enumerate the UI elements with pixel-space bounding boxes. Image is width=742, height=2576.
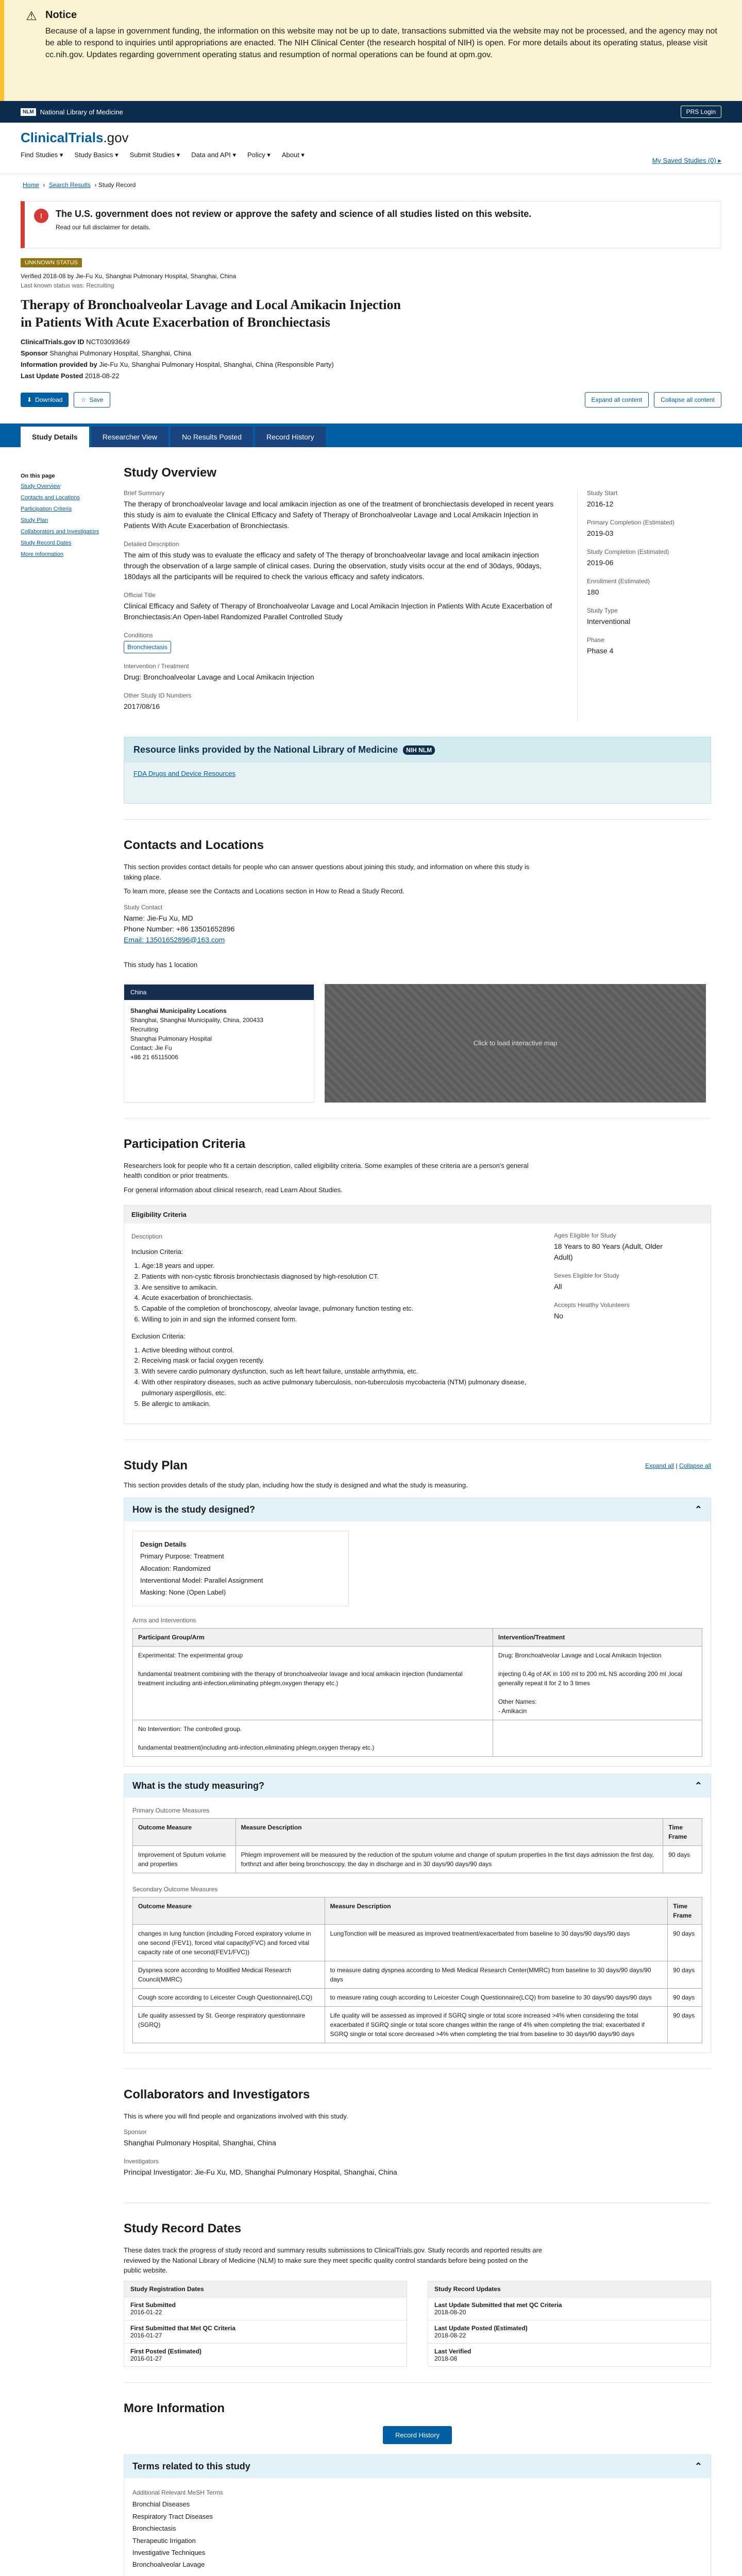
study-actions (21, 392, 721, 408)
resource-title: Resource links provided by the National Library of Medicine (133, 744, 398, 755)
table-row: Life quality assessed by St. George respiratory questionnaire (SGRQ) Life quality will be assessed as improved if SGRQ single or total score increased >4% when considering the total exacerbated if SGRQ single or total score changes within the range of 4% when completing the trial; exacerbated if SGRQ single or total score decreased >4% when completing the trial from baseline to 30 days/90 days/90 days 90 days (133, 2006, 702, 2043)
terms-accordion-header[interactable]: Terms related to this study ⌃ (124, 2455, 711, 2478)
location-country: China (124, 985, 314, 1000)
conditions-label: Conditions (124, 632, 153, 639)
contact-name: Name: Jie-Fu Xu, MD (124, 913, 193, 922)
nlm-logo[interactable] (21, 108, 123, 116)
design-accordion-header[interactable]: How is the study designed? ⌃ (124, 1498, 711, 1521)
measure-accordion-header[interactable]: What is the study measuring? ⌃ (124, 1774, 711, 1798)
plan-intro: This section provides details of the study plan, including how the study is designed and what the study is measuring. (124, 1481, 468, 1489)
inclusion-list: 1. Age:18 years and upper. 2. Patients with non-cystic fibrosis bronchiectasis diagnosed by high-resolution CT. 3. Are sensitive to amikacin. 4. Acute exacerbation of bronchiectasis. 5. Capable of the completion of bronchoscopy, alveolar lavage, pulmonary function testing etc. 6. Willing to join in and sign the informed consent form. (142, 1261, 544, 1325)
chevron-up-icon: ⌃ (694, 1780, 702, 1791)
nav-study-basics[interactable]: Study Basics ▾ (74, 151, 119, 159)
criteria-intro: Researchers look for people who fit a certain description, called eligibility criteria. Some examples of these criteria are a person's general health condition or prior treatments. (124, 1161, 529, 1179)
condition-tag[interactable]: Bronchiectasis (124, 641, 171, 653)
collab-sponsor: Shanghai Pulmonary Hospital, Shanghai, China (124, 2139, 276, 2147)
sidenav-title: On this page (21, 473, 55, 479)
official-title-label: Official Title (124, 591, 156, 599)
study-record-dates-section (124, 2203, 711, 2383)
exclusion-list: 1. Active bleeding without control. 2. Receiving mask or facial oxygen recently. 3. With severe cardio pulmonary dysfunction, such as left heart failure, unstable arrhythmia, etc. 4. With other respiratory diseases, such as active pulmonary tuberculosis, non-tuberculosis mycobacteria (NTM) pulmonary disease, pulmonary aspergillosis, etc. 5. Be allergic to amikacin. (142, 1345, 544, 1410)
detailed-description-label: Detailed Description (124, 540, 179, 548)
chevron-up-icon: ⌃ (694, 2461, 702, 2471)
download-icon: ⬇ (27, 396, 32, 403)
site-logo[interactable]: ClinicalTrials.gov (21, 130, 129, 145)
eligibility-box: Eligibility Criteria Description Inclusion Criteria: 1. Age:18 years and upper. 2. Patients with non-cystic fibrosis bronchiectasis diagnosed by high-resolution CT. 3. Are sensitive to amikacin. 4. Acute exacerbation of bronchiectasis. 5. Capable of the completion of bronchoscopy, alveolar lavage, pulmonary function testing etc. 6. Willing to join in and sign the informed consent form. Exclusion Criteria: 1. Active bleeding without control. 2. Receiving mask or facial oxygen recently. 3. With severe cardio pulmonary dysfunction, such as left heart failure, unstable arrhythmia, etc. 4. With other respiratory diseases, such as active pulmonary tuberculosis, non-tuberculosis mycobacteria (NTM) pulmonary disease, pulmonary aspergillosis, etc. 5. Be allergic to amikacin. Ages Eligible for Study 18 Years to 80 Years (Adult, Older Adult) Sexes Eligible for Study All Accepts Healthy Volunteers No (124, 1205, 711, 1424)
tab-record-history[interactable]: Record History (255, 427, 326, 447)
study-contact-label: Study Contact (124, 903, 163, 911)
nav-about[interactable]: About ▾ (281, 151, 305, 159)
nlm-logo-badge: NLM (21, 108, 36, 116)
record-history-button[interactable]: Record History (383, 2426, 452, 2444)
locations-list (124, 984, 314, 1103)
section-title: Collaborators and Investigators (124, 2087, 310, 2102)
eligibility-title: Eligibility Criteria (124, 1206, 711, 1224)
last-known-status: Last known status was: Recruiting (21, 282, 114, 289)
save-button[interactable]: ☆ Save (74, 392, 110, 408)
contacts-learn-more: To learn more, please see the Contacts and Locations section in How to Read a Study Record. (124, 887, 404, 895)
notice-title: Notice (45, 9, 77, 21)
table-row: Dyspnea score according to Modified Medical Research Council(MMRC) to measure dating dyspnea according to Medi Medical Research Center(MMRC) from baseline to 30 days/90 days/90 days 90 days (133, 1961, 702, 1988)
tab-study-details[interactable]: Study Details (21, 427, 89, 447)
dates-intro: These dates track the progress of study record and summary results submissions to ClinicalTrials.gov. Study records and reported results are reviewed by the National Library of Medicine (NLM) to make sure they meet specific quality control standards before being posted on the public website. (124, 2246, 543, 2275)
site-header (0, 123, 742, 174)
notice-text: Because of a lapse in government funding, the information on this website may not be up to date, transactions submitted via the website may not be processed, and the agency may not be able to respond to inquiries until appropriations are enacted. The NIH Clinical Center (the research hospital of NIH) is open. For more details about its operating status, please visit cc.nih.gov. Updates regarding government operating status and resumption of normal operations can be found at opm.gov. (45, 27, 717, 60)
nav-policy[interactable]: Policy ▾ (247, 151, 271, 159)
download-button[interactable]: ⬇ Download (21, 393, 69, 407)
table-row: Improvement of Sputum volume and properties Phlegm improvement will be measured by the reduction of the sputum volume and change of sputum properties in the first days admission the first day, forthnzt and after being bronchoscopy, the day in discharge and in 30 days/90 days/90 days 90 days (133, 1845, 702, 1873)
official-title: Clinical Efficacy and Safety of Therapy of Bronchoalveolar Lavage and Local Amikacin Injection in Patients With Acute Exacerbation of Bronchiectasis:An Open-label Randomized Parallel Controlled Study (124, 602, 552, 621)
enrollment: 180 (587, 588, 599, 596)
alert-text: Read our full disclaimer for details. (56, 224, 151, 231)
alert-icon: ! (34, 209, 48, 223)
participation-criteria-section (124, 1118, 711, 1440)
healthy-volunteers: No (554, 1312, 563, 1320)
tab-no-results-posted[interactable]: No Results Posted (171, 427, 253, 447)
design-details: Design Details Primary Purpose: Treatment Allocation: Randomized Interventional Model: Parallel Assignment Masking: None (Open Label) (132, 1531, 349, 1606)
sidenav-item-criteria[interactable]: Participation Criteria (21, 506, 72, 512)
breadcrumb-search[interactable]: Search Results (48, 181, 91, 189)
detailed-description: The aim of this study was to evaluate the efficacy and safety of The therapy of bronchoalveolar lavage and local amikacin injection through the observation of a large sample of clinical cases. During the observation, study visits occur at the end of 30days, 90days, 180days all the participants will be required to check the various efficacy and safety indicators. (124, 551, 542, 581)
shutdown-notice (0, 0, 742, 101)
criteria-general: For general information about clinical research, read Learn About Studies. (124, 1185, 343, 1194)
collapse-all-button[interactable]: Collapse all content (654, 392, 721, 408)
disclaimer-alert (21, 201, 721, 248)
brief-summary: The therapy of bronchoalveolar lavage and local amikacin injection as one of the treatment of bronchiectasis developed in recent years this study is aim to evaluate the Clinical Efficacy and Safety of Therapy of Bronchoalveolar Lavage and Local Amikacin Injection in Patients With Acute Exacerbation of Bronchiectasis. (124, 500, 554, 530)
section-title: Study Record Dates (124, 2222, 242, 2236)
nih-nlm-badge: NIH NLM (403, 745, 435, 755)
bookmark-icon: ☆ (80, 396, 87, 403)
sidenav-item-more[interactable]: More Information (21, 551, 64, 557)
sidenav-item-overview[interactable]: Study Overview (21, 483, 61, 489)
eligible-ages: 18 Years to 80 Years (Adult, Older Adult) (554, 1242, 663, 1261)
nlm-logo-text: National Library of Medicine (40, 108, 123, 116)
nav-submit-studies[interactable]: Submit Studies ▾ (129, 151, 180, 159)
section-title: Study Plan (124, 1459, 188, 1473)
sidenav-item-dates[interactable]: Study Record Dates (21, 540, 72, 546)
study-start: 2016-12 (587, 500, 614, 508)
more-information-section (124, 2383, 711, 2576)
plan-collapse-all[interactable]: Collapse all (679, 1462, 711, 1470)
section-title: More Information (124, 2401, 225, 2415)
location-site: Shanghai Municipality Locations Shanghai, Shanghai Municipality, China, 200433 Recruiting Shanghai Pulmonary Hospital Contact: Jie Fu +86 21 65115006 (124, 1000, 314, 1068)
section-title: Study Overview (124, 466, 217, 480)
phase: Phase 4 (587, 647, 614, 655)
contacts-section (124, 820, 711, 1118)
study-overview-section (124, 447, 711, 820)
study-title: Therapy of Bronchoalveolar Lavage and Local Amikacin Injection in Patients With Acute Exacerbation of Bronchiectasis (21, 297, 401, 330)
contacts-intro: This section provides contact details for people who can answer questions about joining this study, and information on where this study is taking place. (124, 863, 530, 881)
breadcrumb-home[interactable]: Home (23, 181, 40, 189)
expand-all-button[interactable]: Expand all content (585, 392, 649, 408)
contact-phone: Phone Number: +86 13501652896 (124, 924, 235, 933)
secondary-outcomes-table: Outcome Measure Measure Description Time Frame changes in lung function (including Forced expiratory volume in one second (FEV1), forced vital capacity(FVC) and forced vital capacity rate of one second(FEV1/FVC)) LungTonction will be measured as improved treatment/exacerbated from baseline to 30 days/90 days/90 days 90 days Dyspnea score according to Modified Medical Research Council(MMRC) to measure dating dyspnea according to Medi Medical Research Center(MMRC) from baseline to 30 days/90 days/90 days 90 days Cough score according to Leicester Cough Questionnaire(LCQ) to measure rating cough according to Leicester Cough Questionnaire(LCQ) from baseline to 30 days/90 days/90 days 90 days Life quality assessed by St. George respiratory questionnaire (SGRQ) Life quality will be assessed as improved if SGRQ single or total score increased >4% when considering the total exacerbated if SGRQ single or total score changes within the range of 4% when completing the trial; exacerbated if SGRQ single or total score decreased >4% when completing the trial from baseline to 30 days/90 days/90 days 90 days (132, 1897, 702, 2043)
other-ids: 2017/08/16 (124, 702, 160, 710)
primary-completion: 2019-03 (587, 529, 614, 537)
mesh-term: Bronchial Diseases (132, 2500, 190, 2509)
main-nav (21, 151, 721, 159)
main-content (113, 447, 711, 2576)
breadcrumb-current: Study Record (98, 181, 136, 189)
study-header (0, 248, 742, 423)
nav-data-api[interactable]: Data and API ▾ (191, 151, 237, 159)
intervention: Drug: Bronchoalveolar Lavage and Local Amikacin Injection (124, 673, 314, 681)
terms-accordion: Terms related to this study ⌃ Additional Relevant MeSH Terms Bronchial Diseases Respiratory Tract Diseases Bronchiectasis Therapeutic Irrigation Investigative Techniques Bronchoalveolar Lavage (124, 2454, 711, 2576)
table-row: Cough score according to Leicester Cough Questionnaire(LCQ) to measure rating cough according to Leicester Cough Questionnaire(LCQ) from baseline to 30 days/90 days/90 days 90 days (133, 1988, 702, 2006)
warning-icon: ⚠ (26, 9, 37, 23)
study-id: NCT03093649 (86, 337, 130, 346)
sidenav-item-contacts[interactable]: Contacts and Locations (21, 495, 80, 501)
study-plan-section: Study Plan Expand all | Collapse all This section provides details of the study plan, including how the study is designed and what the study is measuring. How is the study designed? ⌃ Design Details Primary Purpose: Treatment Allocation: Randomized Interventional Model: Parallel Assignment Masking: None (Open Label) Arms and Interventions Participant Group/Arm Intervention/Treatment Experimental: The experimental group fundamental treatment combining with the therapy of bronchoalveolar lavage and local amikacin injection (fundamental treatment including anti-infection,eliminating phlegm,oxygen therapy etc.) Drug: Bronchoalveolar Lavage and Local Amikacin Injection injecting 0.4g of AK in 100 ml to 200 mL NS according 200 ml ,local generally repeat it for 2 to 3 times Other Names: - Amikacin No Intervention: The controlled group. fundamental treatment(including anti-infection,eliminating phlegm,oxygen therapy etc.) What is the study measuring? ⌃ Primary Outcome Measures Outcome Measure Measure Description Time Frame Improvement of Sputum volume and properties Phlegm improvement will be measured by the reduction of the sputum volume and change of sputum properties in the first days admission the first day, forthnzt and after being bronchoscopy, the day in discharge and in 30 days/90 days/90 days 90 days Secondary Outcome Measures Outcome Measure Measure Description Time Frame changes in lung function (including Forced expiratory volume in one second (FEV1), forced vital capacity(FVC) and forced vital capacity rate of one second(FEV1/FVC)) LungTonction will be measured as improved treatment/exacerbated from baseline to 30 days/90 days/90 days 90 days Dyspnea score according to Modified Medical Research Council(MMRC) to measure dating dyspnea according to Medi Medical Research Center(MMRC) from baseline to 30 days/90 days/90 days 90 days Cough score according to Leicester Cough Questionnaire(LCQ) to measure rating cough according to Leicester Cough Questionnaire(LCQ) from baseline to 30 days/90 days/90 days 90 days Life quality assessed by St. George respiratory questionnaire (SGRQ) Life quality will be assessed as improved if SGRQ single or total score increased >4% when considering the total exacerbated if SGRQ single or total score changes within the range of 4% when completing the trial; exacerbated if SGRQ single or total score decreased >4% when completing the trial from baseline to 30 days/90 days/90 days 90 days (124, 1440, 711, 2069)
table-row: Experimental: The experimental group fundamental treatment combining with the therapy of bronchoalveolar lavage and local amikacin injection (fundamental treatment including anti-infection,eliminating phlegm,oxygen therapy etc.) Drug: Bronchoalveolar Lavage and Local Amikacin Injection injecting 0.4g of AK in 100 ml to 200 mL NS according 200 ml ,local generally repeat it for 2 to 3 times Other Names: - Amikacin (133, 1646, 702, 1720)
section-title: Participation Criteria (124, 1137, 246, 1151)
record-updates: Study Record Updates Last Update Submitted that met QC Criteria 2018-08-20 Last Update Posted (Estimated) 2018-08-22 Last Verified 2018-08 (428, 2281, 711, 2367)
study-type: Interventional (587, 617, 631, 625)
intervention-label: Intervention / Treatment (124, 663, 189, 670)
sidenav-item-plan[interactable]: Study Plan (21, 517, 48, 523)
section-title: Contacts and Locations (124, 838, 264, 852)
overview-facts: Study Start 2016-12 Primary Completion (Estimated) 2019-03 Study Completion (Estimated) 2019-06 Enrollment (Estimated) 180 Study Type Interventional Phase Phase 4 (577, 489, 701, 721)
locations-count: This study has 1 location (124, 960, 198, 969)
nlm-resource-links (124, 737, 711, 804)
study-completion: 2019-06 (587, 558, 614, 567)
collaborators-section: Collaborators and Investigators This is where you will find people and organizations involved with this study. Sponsor Shanghai Pulmonary Hospital, Shanghai, China Investigators Principal Investigator: Jie-Fu Xu, MD, Shanghai Pulmonary Hospital, Shanghai, China (124, 2069, 711, 2204)
study-sponsor: Shanghai Pulmonary Hospital, Shanghai, China (49, 349, 191, 357)
registration-dates: Study Registration Dates First Submitted 2016-01-22 First Submitted that Met QC Criteria 2016-01-27 First Posted (Estimated) 2016-01-27 (124, 2281, 407, 2367)
location-map[interactable]: Click to load interactive map (325, 984, 706, 1103)
table-row: No Intervention: The controlled group. fundamental treatment(including anti-infection,eliminating phlegm,oxygen therapy etc.) (133, 1720, 702, 1756)
table-row: changes in lung function (including Forced expiratory volume in one second (FEV1), forced vital capacity(FVC) and forced vital capacity rate of one second(FEV1/FVC)) LungTonction will be measured as improved treatment/exacerbated from baseline to 30 days/90 days/90 days 90 days (133, 1924, 702, 1961)
fda-resources-link[interactable]: FDA Drugs and Device Resources (133, 770, 235, 777)
breadcrumb: Home › Search Results › Study Record (0, 174, 742, 196)
saved-studies-link[interactable]: My Saved Studies (0) ▸ (652, 157, 721, 164)
study-meta: ClinicalTrials.gov ID NCT03093649 Sponsor Shanghai Pulmonary Hospital, Shanghai, China Information provided by Jie-Fu Xu, Shanghai Pulmonary Hospital, Shanghai, China (Responsible Party) Last Update Posted 2018-08-22 (21, 337, 334, 380)
other-ids-label: Other Study ID Numbers (124, 692, 192, 699)
alert-title: The U.S. government does not review or approve the safety and science of all studies listed on this website. (56, 209, 532, 219)
design-accordion: How is the study designed? ⌃ Design Details Primary Purpose: Treatment Allocation: Randomized Interventional Model: Parallel Assignment Masking: None (Open Label) Arms and Interventions Participant Group/Arm Intervention/Treatment Experimental: The experimental group fundamental treatment combining with the therapy of bronchoalveolar lavage and local amikacin injection (fundamental treatment including anti-infection,eliminating phlegm,oxygen therapy etc.) Drug: Bronchoalveolar Lavage and Local Amikacin Injection injecting 0.4g of AK in 100 ml to 200 mL NS according 200 ml ,local generally repeat it for 2 to 3 times Other Names: - Amikacin No Intervention: The controlled group. fundamental treatment(including anti-infection,eliminating phlegm,oxygen therapy etc.) (124, 1498, 711, 1767)
arms-table: Participant Group/Arm Intervention/Treatment Experimental: The experimental group fundamental treatment combining with the therapy of bronchoalveolar lavage and local amikacin injection (fundamental treatment including anti-infection,eliminating phlegm,oxygen therapy etc.) Drug: Bronchoalveolar Lavage and Local Amikacin Injection injecting 0.4g of AK in 100 ml to 200 mL NS according 200 ml ,local generally repeat it for 2 to 3 times Other Names: - Amikacin No Intervention: The controlled group. fundamental treatment(including anti-infection,eliminating phlegm,oxygen therapy etc.) (132, 1628, 702, 1757)
study-tabs (0, 423, 742, 447)
mesh-term: Bronchoalveolar Lavage (132, 2561, 205, 2569)
mesh-term: Respiratory Tract Diseases (132, 2512, 213, 2520)
contact-email[interactable]: Email: 13501652896@163.com (124, 935, 225, 944)
verified-text: Verified 2018-08 by Jie-Fu Xu, Shanghai Pulmonary Hospital, Shanghai, China (21, 273, 237, 280)
mesh-term: Investigative Techniques (132, 2548, 206, 2556)
brief-summary-label: Brief Summary (124, 489, 165, 497)
mesh-term: Therapeutic Irrigation (132, 2536, 196, 2545)
page-sidenav (21, 447, 113, 2576)
study-info-provider: Jie-Fu Xu, Shanghai Pulmonary Hospital, Shanghai, China (Responsible Party) (99, 360, 334, 368)
measure-accordion: What is the study measuring? ⌃ Primary Outcome Measures Outcome Measure Measure Description Time Frame Improvement of Sputum volume and properties Phlegm improvement will be measured by the reduction of the sputum volume and change of sputum properties in the first days admission the first day, forthnzt and after being bronchoscopy, the day in discharge and in 30 days/90 days/90 days 90 days Secondary Outcome Measures Outcome Measure Measure Description Time Frame changes in lung function (including Forced expiratory volume in one second (FEV1), forced vital capacity(FVC) and forced vital capacity rate of one second(FEV1/FVC)) LungTonction will be measured as improved treatment/exacerbated from baseline to 30 days/90 days/90 days 90 days Dyspnea score according to Modified Medical Research Council(MMRC) to measure dating dyspnea according to Medi Medical Research Center(MMRC) from baseline to 30 days/90 days/90 days 90 days Cough score according to Leicester Cough Questionnaire(LCQ) to measure rating cough according to Leicester Cough Questionnaire(LCQ) from baseline to 30 days/90 days/90 days 90 days Life quality assessed by St. George respiratory questionnaire (SGRQ) Life quality will be assessed as improved if SGRQ single or total score increased >4% when considering the total exacerbated if SGRQ single or total score changes within the range of 4% when completing the trial; exacerbated if SGRQ single or total score decreased >4% when completing the trial from baseline to 30 days/90 days/90 days 90 days (124, 1774, 711, 2053)
site-status: Recruiting (130, 1025, 159, 1033)
chevron-up-icon: ⌃ (694, 1504, 702, 1515)
status-badge: UNKNOWN STATUS (21, 258, 82, 267)
nlm-bar (0, 101, 742, 123)
plan-expand-all[interactable]: Expand all (645, 1462, 674, 1470)
study-last-update: 2018-08-22 (85, 371, 120, 380)
prs-login-button[interactable]: PRS Login (681, 106, 721, 118)
principal-investigator: Principal Investigator: Jie-Fu Xu, MD, Shanghai Pulmonary Hospital, Shanghai, China (124, 2168, 397, 2177)
mesh-term: Bronchiectasis (132, 2524, 176, 2533)
nav-find-studies[interactable]: Find Studies ▾ (21, 151, 63, 159)
primary-outcomes-table: Outcome Measure Measure Description Time Frame Improvement of Sputum volume and properties Phlegm improvement will be measured by the reduction of the sputum volume and change of sputum properties in the first days admission the first day, forthnzt and after being bronchoscopy, the day in discharge and in 30 days/90 days/90 days 90 days (132, 1818, 702, 1873)
sidenav-item-collaborators[interactable]: Collaborators and Investigators (21, 529, 99, 535)
eligible-sexes: All (554, 1282, 562, 1291)
tab-researcher-view[interactable]: Researcher View (91, 427, 168, 447)
collab-intro: This is where you will find people and organizations involved with this study. (124, 2112, 348, 2120)
